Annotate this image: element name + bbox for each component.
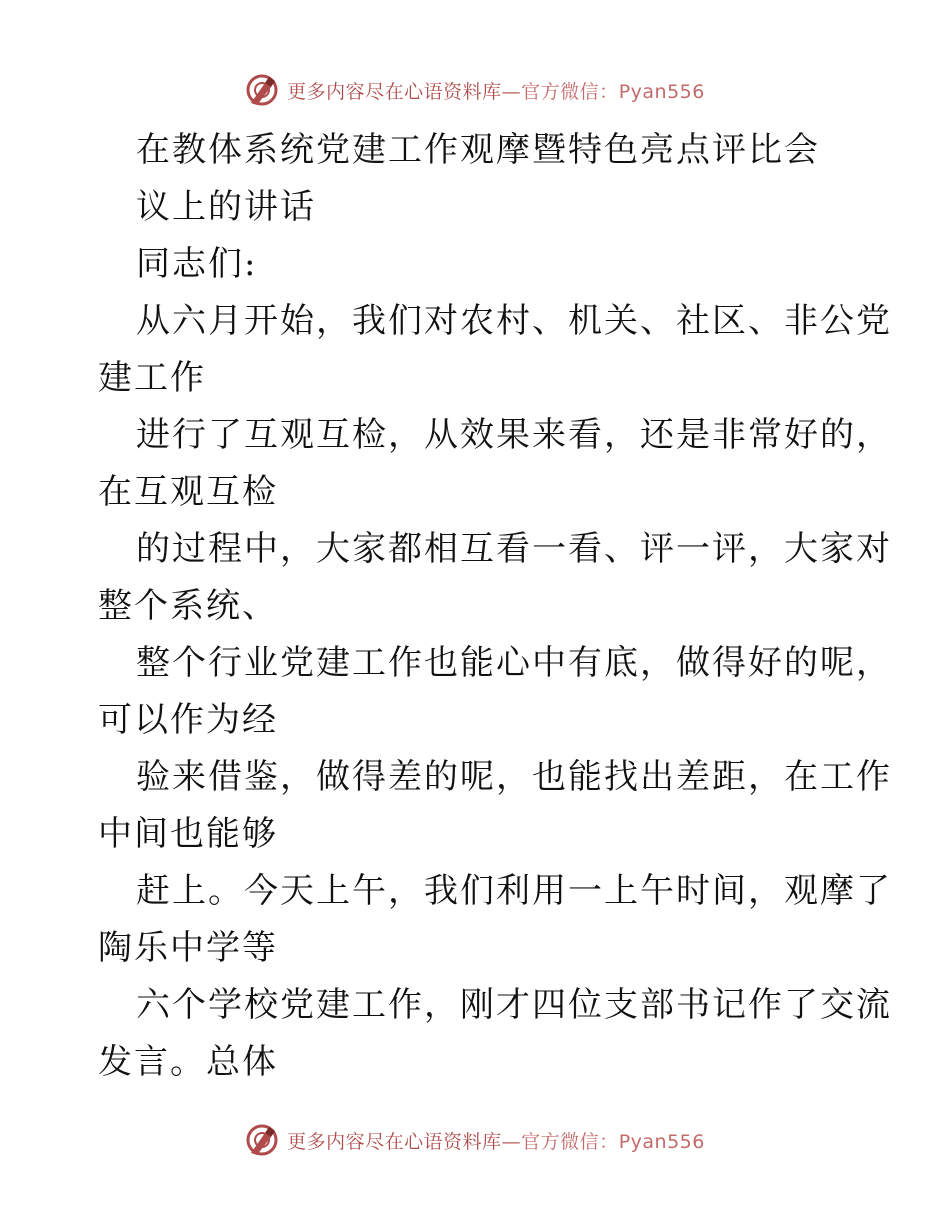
banner-wechat-label: 官方微信： xyxy=(521,80,619,103)
text-line: 从六月开始，我们对农村、机关、社区、非公党 xyxy=(136,301,892,341)
document-body xyxy=(98,122,892,1091)
text-line: 验来借鉴，做得差的呢，也能找出差距，在工作 xyxy=(136,757,892,797)
banner-brand: 更多内容尽在心语资料库 xyxy=(287,1130,502,1153)
text-line: 进行了互观互检，从效果来看，还是非常好的， xyxy=(136,415,892,455)
text-line: 在互观互检 xyxy=(98,472,278,512)
banner-text xyxy=(287,1127,705,1154)
pen-logo-icon xyxy=(245,1123,279,1157)
text-line: 在教体系统党建工作观摩暨特色亮点评比会 xyxy=(136,130,820,170)
text-line: 整个系统、 xyxy=(98,586,278,626)
text-line: 发言。总体 xyxy=(98,1042,278,1082)
banner-wechat-label: 官方微信： xyxy=(521,1130,619,1153)
text-line: 六个学校党建工作，刚才四位支部书记作了交流 xyxy=(136,985,892,1025)
banner-separator: — xyxy=(501,1130,522,1153)
banner-wechat-id: Pyan556 xyxy=(618,1130,705,1153)
footer-banner xyxy=(0,1120,950,1160)
text-line: 同志们: xyxy=(136,244,258,284)
banner-separator: — xyxy=(501,80,522,103)
text-line: 中间也能够 xyxy=(98,814,278,854)
header-banner xyxy=(0,70,950,110)
text-line: 整个行业党建工作也能心中有底，做得好的呢， xyxy=(136,643,892,683)
text-line: 赶上。今天上午，我们利用一上午时间，观摩了 xyxy=(136,871,892,911)
text-line: 可以作为经 xyxy=(98,700,278,740)
banner-wechat-id: Pyan556 xyxy=(618,80,705,103)
text-line: 议上的讲话 xyxy=(136,187,316,227)
banner-text xyxy=(287,77,705,104)
text-line: 建工作 xyxy=(98,358,206,398)
text-line: 陶乐中学等 xyxy=(98,928,278,968)
text-line: 的过程中，大家都相互看一看、评一评，大家对 xyxy=(136,529,892,569)
banner-brand: 更多内容尽在心语资料库 xyxy=(287,80,502,103)
pen-logo-icon xyxy=(245,73,279,107)
